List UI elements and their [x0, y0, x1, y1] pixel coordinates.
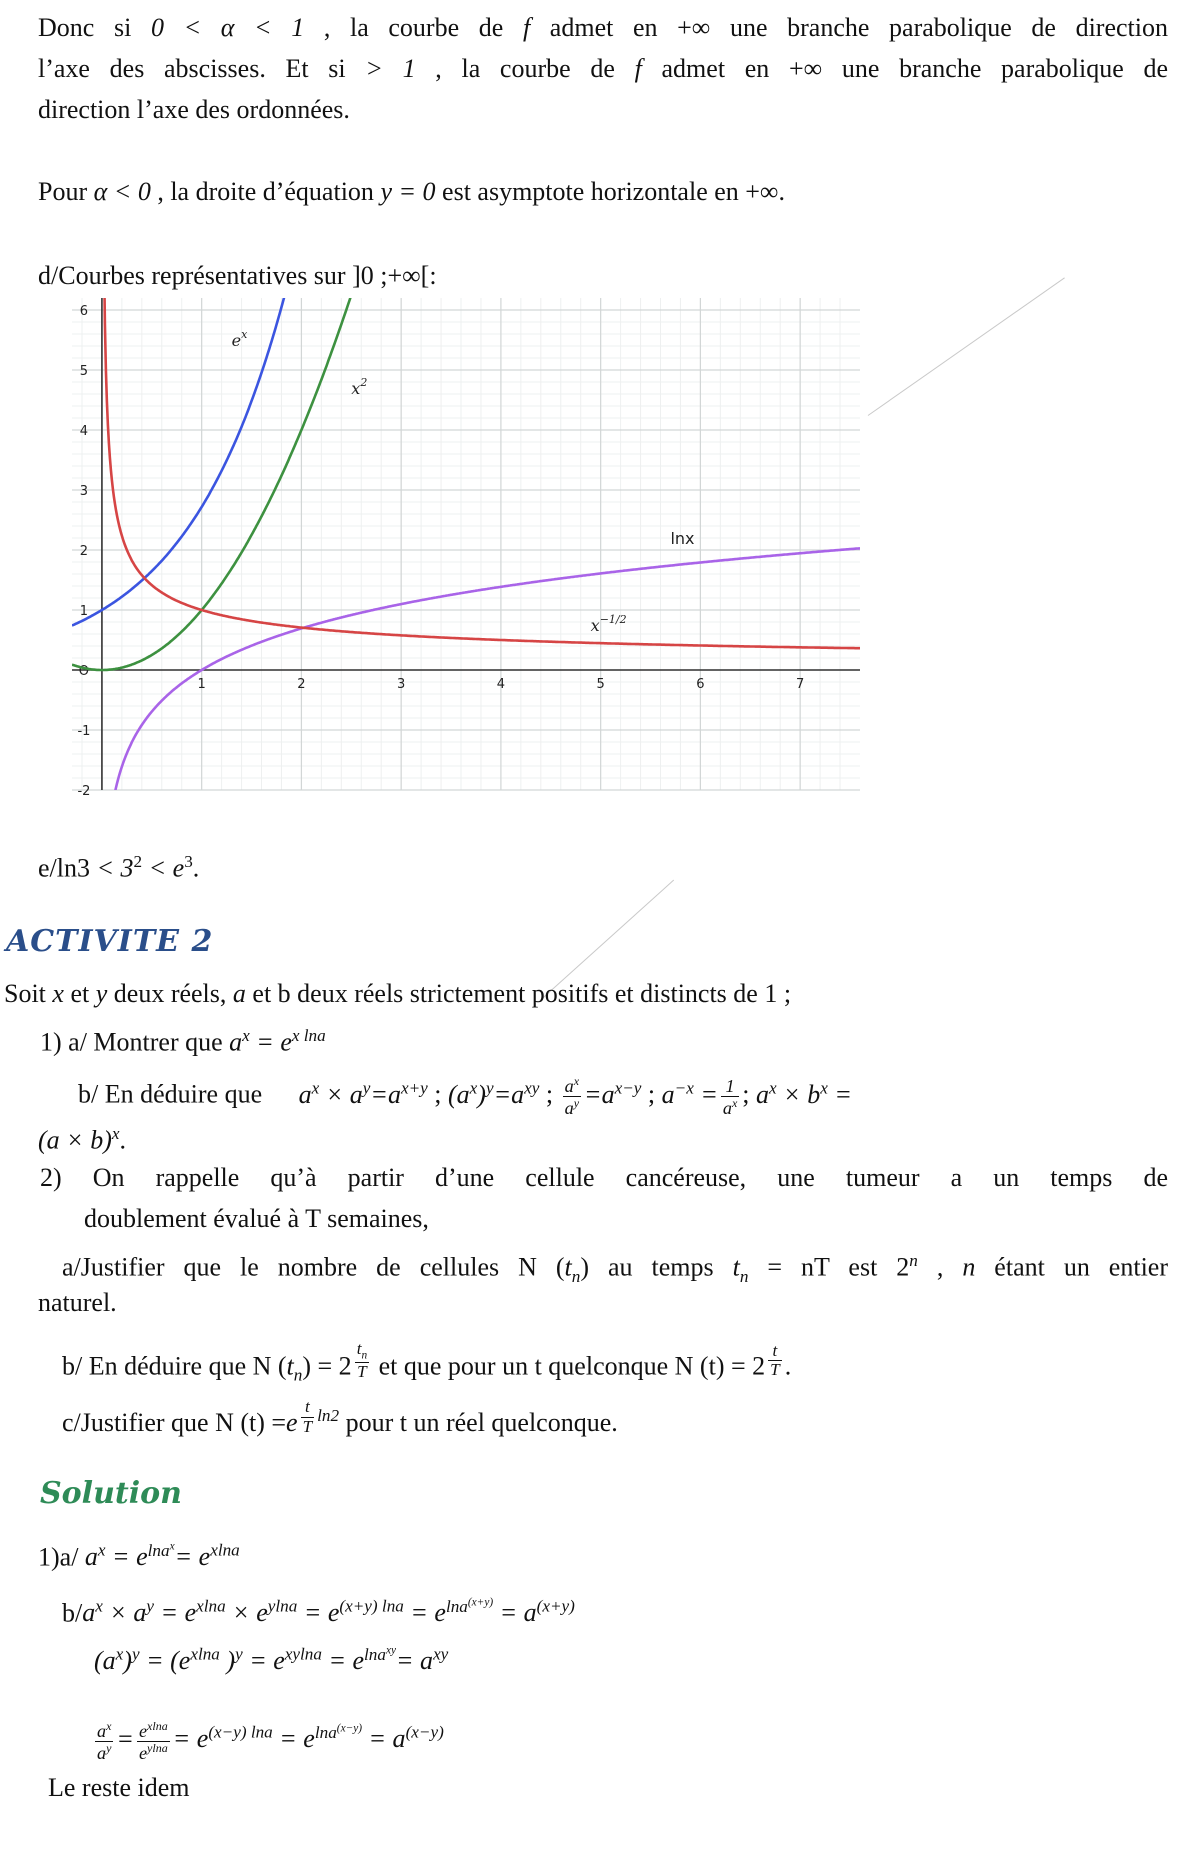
intro-line-4: Pour α < 0 , la droite d’équation y = 0 est asymptote horizontale en +∞.	[38, 177, 785, 206]
x-tick-label: 5	[596, 677, 605, 692]
y-tick-label: -2	[77, 784, 91, 795]
question-2-line-2: doublement évalué à T semaines,	[84, 1204, 429, 1233]
section-d-title: d/Courbes représentatives sur ]0 ;+∞[:	[38, 261, 437, 290]
y-tick-label: O	[78, 664, 90, 679]
question-1a: 1) a/ Montrer que $a^x = e^{x lna}$	[40, 1026, 326, 1057]
activite-intro: Soit x et y deux réels, a et b deux réels strictement positifs et distincts de 1 ;	[4, 979, 792, 1008]
question-2a-line-1: a/Justifier que le nombre de cellules N $(t_n)$ au temps $t_n$ = nT est 2$^n$ , n étant un entier	[62, 1251, 1168, 1286]
activite-heading: ACTIVITE 2	[6, 924, 214, 959]
solution-1b-line-2: $(a^x)^y = (e^{xlna}$ )$^y = e^{xylna} = e^{lna^{xy}}= a^{xy}$	[94, 1644, 449, 1676]
question-1b: b/ En déduire que $a^x \times a^y=a^{x+y}$ ; $(a^x)^y=a^{xy}$ ; $\frac{a^x}{a^y}$ $=a^{x-y}$ ; $a^{-x}$ = $\frac{1}{a^x}$ ; $a^x \times b^x$ =	[78, 1074, 852, 1119]
solution-heading: Solution	[40, 1476, 182, 1511]
e-comparison-line: $e/\ln 3 < 3^2 < e^3$.	[38, 852, 200, 883]
curve-exp	[72, 290, 860, 626]
y-tick-label: 5	[79, 364, 89, 379]
decorative-line	[868, 277, 1065, 415]
question-2-line-1: 2) On rappelle qu’à partir d’une cellule cancéreuse, une tumeur a un temps de	[40, 1163, 1168, 1192]
curves-svg	[40, 290, 860, 795]
solution-1a: 1)a/ $a^x = e^{lna^x}= e^{xlna}$	[38, 1540, 240, 1572]
question-2a-line-2: naturel.	[38, 1288, 117, 1317]
curve-label-inv_sqrt: $x^{-1/2}$	[590, 613, 627, 635]
x-tick-label: 4	[496, 677, 506, 692]
curve-ln	[104, 548, 860, 795]
solution-1b-line-3: $\frac{a^x}{a^y}$ = $\frac{e^{xlna}}{e^{ylna}}$ = $e^{(x-y) lna} = e^{lna^{(x-y)}} = a^{(x-y)}$	[97, 1718, 444, 1763]
solution-rest: Le reste idem	[48, 1773, 190, 1802]
y-tick-label: 3	[79, 484, 89, 499]
y-tick-label: 2	[79, 544, 89, 559]
question-2b: b/ En déduire que N $(t_n) = 2$ $^{\frac{t_n}{T}}$ et que pour un t quelconque N (t) = 2 $^{\frac{t}{T}}$ .	[62, 1339, 792, 1385]
curve-inv_sqrt	[104, 290, 860, 648]
curve-square	[72, 290, 860, 670]
y-tick-label: -1	[77, 724, 91, 739]
curve-label-ln: lnx	[670, 529, 695, 548]
x-tick-label: 1	[197, 677, 206, 692]
x-tick-label: 3	[397, 677, 406, 692]
solution-1b-line-1: $b/a^x \times a^y = e^{xlna} \times e^{ylna} = e^{(x+y) lna} = e^{lna^{(x+y)}} = a^{(x+y)}$	[62, 1596, 575, 1628]
x-tick-label: 7	[796, 677, 805, 692]
intro-line-1: Donc si 0 < α < 1 , la courbe de f admet en +∞ une branche parabolique de direction	[38, 13, 1168, 42]
x-tick-label: 6	[696, 677, 705, 692]
y-tick-label: 4	[79, 424, 89, 439]
intro-line-2: l’axe des abscisses. Et si > 1 , la courbe de f admet en +∞ une branche parabolique de	[38, 54, 1169, 83]
curve-label-square: $x^2$	[351, 376, 368, 398]
curve-label-exp: $e^x$	[231, 328, 248, 350]
y-tick-label: 6	[79, 304, 89, 319]
intro-line-3: direction l’axe des ordonnées.	[38, 95, 350, 124]
question-1b-tail: $(a \times b)^x$.	[38, 1124, 126, 1155]
x-tick-label: 2	[297, 677, 306, 692]
curves-chart	[40, 290, 860, 795]
question-2c: c/Justifier que N (t) =e $^{\frac{t}{T} ln2}$ pour t un réel quelconque.	[62, 1397, 618, 1437]
y-tick-label: 1	[79, 604, 89, 619]
